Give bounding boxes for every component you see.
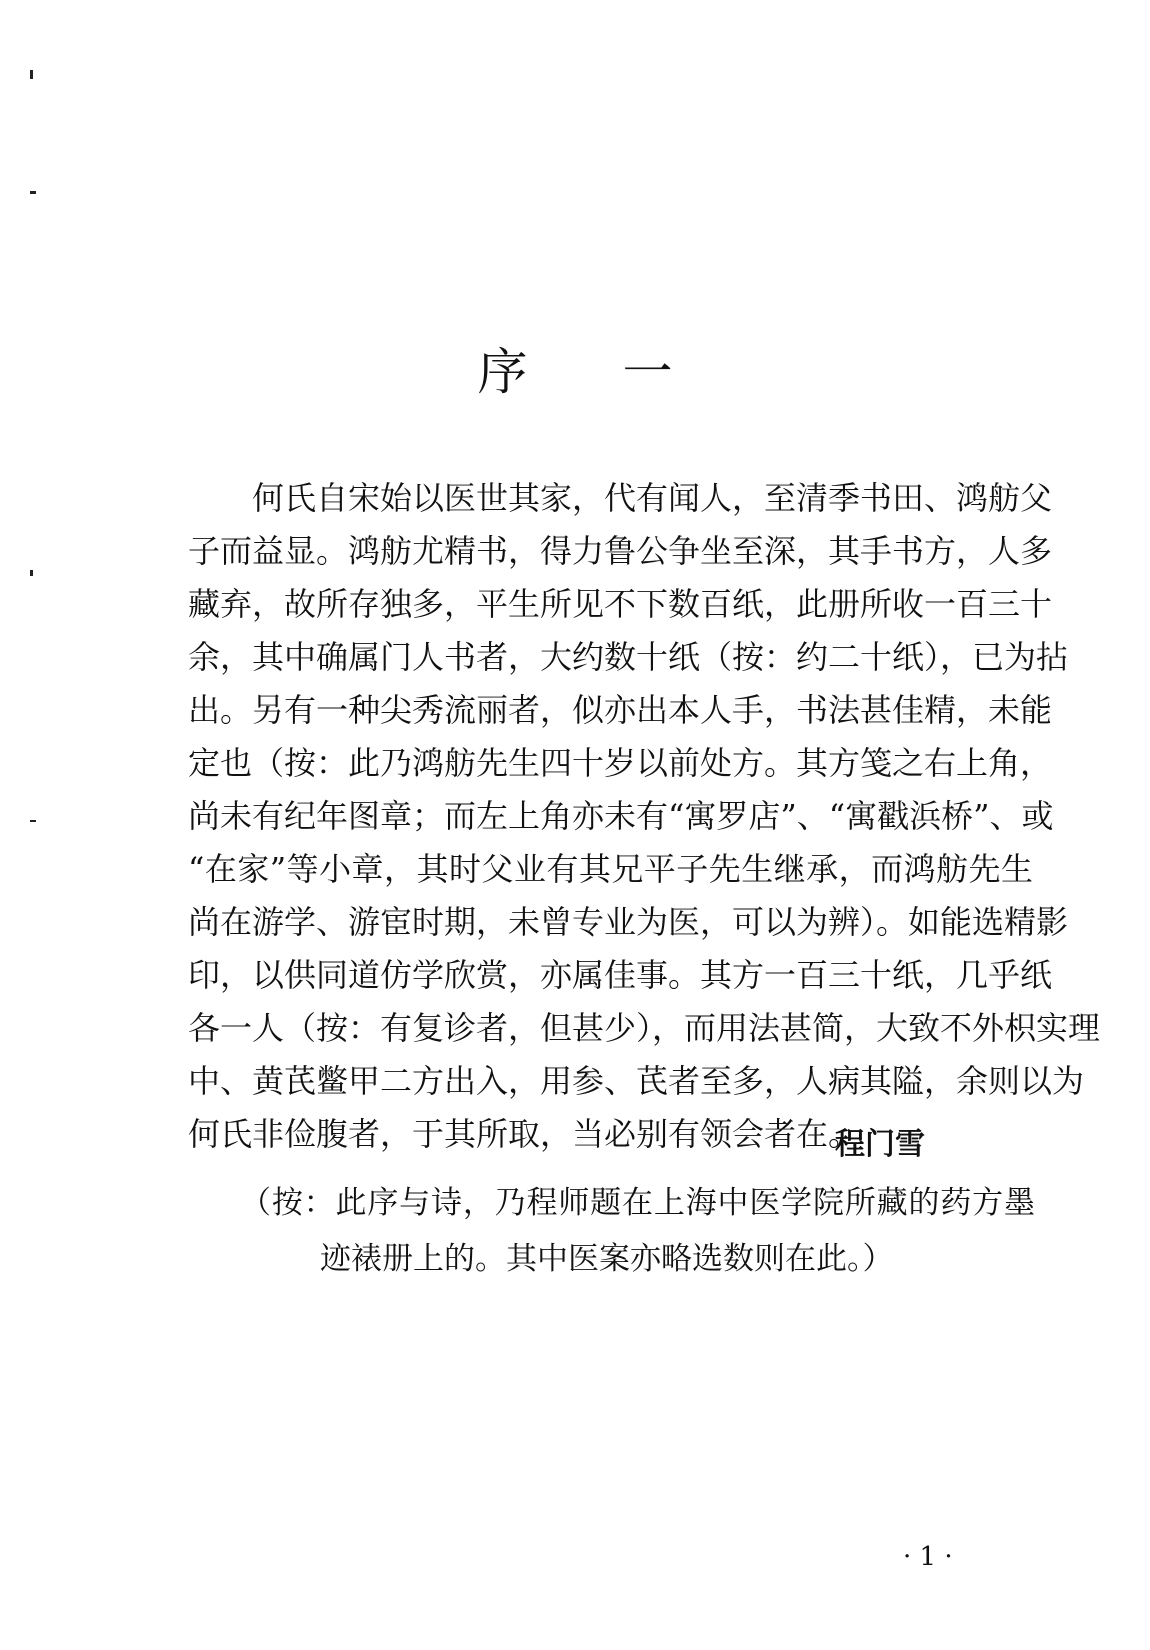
body-line: 尚未有纪年图章；而左上角亦未有“寓罗店”、“寓戳浜桥”、或 xyxy=(188,797,1054,835)
body-line: 出。另有一种尖秀流丽者，似亦出本人手，书法甚佳精，未能 xyxy=(188,691,1053,729)
margin-mark xyxy=(30,820,36,822)
body-line: 中、黄芪鳖甲二方出入，用参、芪者至多，人病其隘，余则以为 xyxy=(188,1062,1085,1100)
page-number: · 1 · xyxy=(903,1542,953,1572)
margin-mark xyxy=(30,70,33,79)
title-char-2: 一 xyxy=(622,343,673,401)
body-line: 藏弃，故所存独多，平生所见不下数百纸，此册所收一百三十 xyxy=(188,585,1053,623)
preface-body xyxy=(188,472,1101,1161)
body-line: 定也（按：此乃鸿舫先生四十岁以前处方。其方笺之右上角， xyxy=(188,744,1053,782)
body-line: 子而益显。鸿舫尤精书，得力鲁公争坐至深，其手书方，人多 xyxy=(188,532,1053,570)
margin-mark xyxy=(30,570,33,576)
author-signature: 程门雪 xyxy=(835,1127,925,1162)
body-line: 余，其中确属门人书者，大约数十纸（按：约二十纸），已为拈 xyxy=(188,638,1069,676)
margin-mark xyxy=(30,191,36,194)
note-line: （按：此序与诗，乃程师题在上海中医学院所藏的药方墨 xyxy=(240,1185,1035,1221)
title-char-1: 序 xyxy=(477,343,528,401)
body-line: “在家”等小章，其时父业有其兄平子先生继承，而鸿舫先生 xyxy=(188,850,1033,888)
page-title xyxy=(0,342,1150,402)
body-line: 何氏自宋始以医世其家，代有闻人，至清季书田、鸿舫父 xyxy=(252,479,1053,517)
body-line: 印，以供同道仿学欣赏，亦属佳事。其方一百三十纸，几乎纸 xyxy=(188,956,1053,994)
body-line: 何氏非俭腹者，于其所取，当必别有领会者在。 xyxy=(188,1115,861,1153)
body-line: 各一人（按：有复诊者，但甚少），而用法甚简，大致不外枳实理 xyxy=(188,1009,1101,1047)
note-line: 迹裱册上的。其中医案亦略选数则在此。） xyxy=(320,1241,894,1277)
editor-note xyxy=(240,1175,1035,1287)
body-line: 尚在游学、游宦时期，未曾专业为医，可以为辨）。如能选精影 xyxy=(188,903,1069,941)
